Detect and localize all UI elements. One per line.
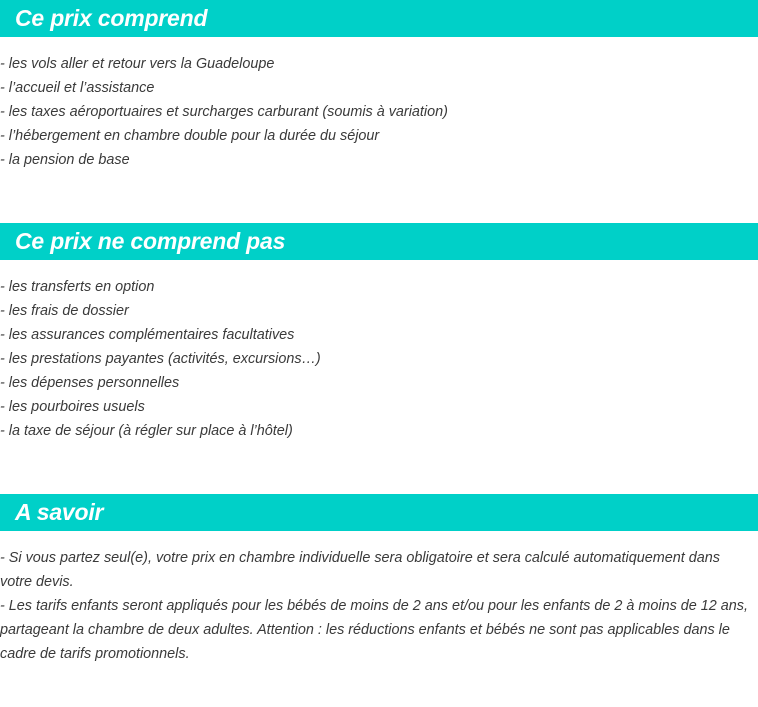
section-list [0, 52, 758, 172]
section-price-excludes [0, 223, 758, 443]
section-title: Ce prix comprend [15, 5, 208, 31]
list-item: - les taxes aéroportuaires et surcharges carburant (soumis à variation) [0, 104, 448, 120]
section-list [0, 275, 758, 443]
section-paragraphs [0, 546, 758, 666]
list-item: - l’accueil et l’assistance [0, 80, 155, 96]
section-title: Ce prix ne comprend pas [15, 228, 286, 254]
section-header [0, 223, 758, 260]
section-header [0, 494, 758, 531]
list-item: - les frais de dossier [0, 303, 129, 319]
list-item: - les assurances complémentaires facultatives [0, 327, 295, 343]
section-good-to-know [0, 494, 758, 666]
list-item: - la pension de base [0, 152, 130, 168]
list-item: - les pourboires usuels [0, 399, 145, 415]
info-paragraph: - Les tarifs enfants seront appliqués pour les bébés de moins de 2 ans et/ou pour les enfants de 2 à moins de 12 ans, partageant la chambre de deux adultes. Attention : les réductions enfants et bébés ne sont pas applicables dans le cadre de tarifs promotionnels. [0, 598, 748, 662]
section-header [0, 0, 758, 37]
list-item: - les transferts en option [0, 279, 155, 295]
list-item: - les dépenses personnelles [0, 375, 180, 391]
info-paragraph: - Si vous partez seul(e), votre prix en chambre individuelle sera obligatoire et sera calculé automatiquement dans votre devis. [0, 550, 720, 590]
list-item: - les vols aller et retour vers la Guadeloupe [0, 56, 275, 72]
list-item: - la taxe de séjour (à régler sur place à l’hôtel) [0, 423, 293, 439]
list-item: - les prestations payantes (activités, excursions…) [0, 351, 321, 367]
section-title: A savoir [15, 499, 104, 525]
section-price-includes [0, 0, 758, 172]
list-item: - l’hébergement en chambre double pour la durée du séjour [0, 128, 380, 144]
